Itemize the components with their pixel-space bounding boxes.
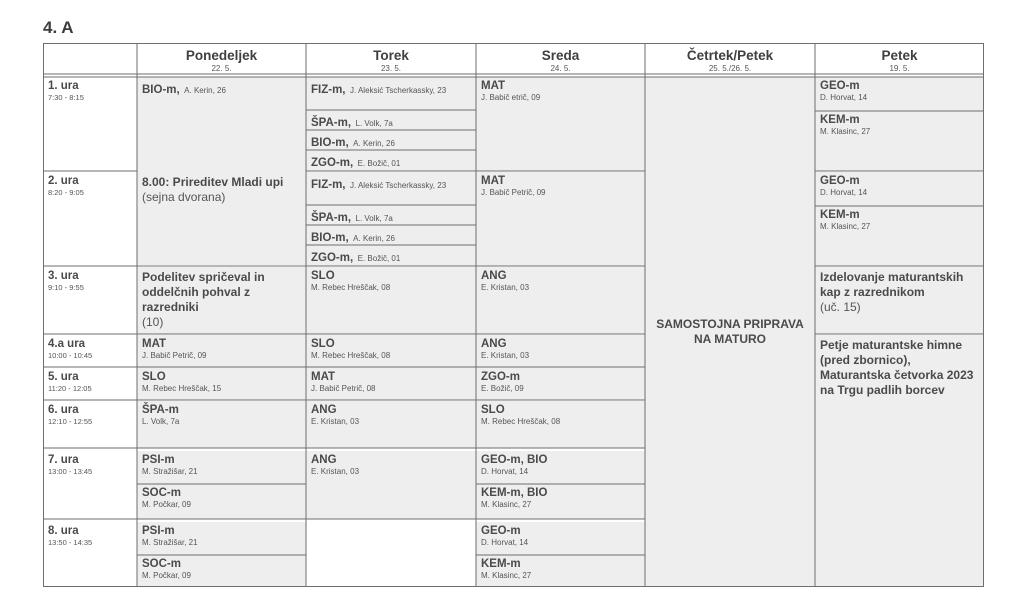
lesson-friday-1b: KEM-m M. Klasinc, 27 bbox=[815, 111, 984, 171]
day-date: 24. 5. bbox=[550, 64, 571, 73]
lesson-monday-6: ŠPA-m L. Volk, 7a bbox=[137, 401, 306, 448]
day-date: 25. 5./26. 5. bbox=[708, 64, 752, 73]
lesson-tuesday-1b: ŠPA-m, L. Volk, 7a bbox=[306, 110, 476, 130]
lesson-tuesday-3: SLO M. Rebec Hreščak, 08 bbox=[306, 267, 476, 334]
day-date: 23. 5. bbox=[380, 64, 401, 73]
lesson-wednesday-6: SLO M. Rebec Hreščak, 08 bbox=[476, 401, 645, 448]
lesson-wednesday-4: ANG E. Kristan, 03 bbox=[476, 335, 645, 368]
lesson-monday-4: MAT J. Babič Petrič, 09 bbox=[137, 335, 306, 368]
day-date: 19. 5. bbox=[889, 64, 910, 73]
lesson-wednesday-5: ZGO-m E. Božič, 09 bbox=[476, 368, 645, 400]
lesson-monday-7b: SOC-m M. Počkar, 09 bbox=[137, 484, 306, 519]
lesson-tuesday-5: MAT J. Babič Petrič, 08 bbox=[306, 368, 476, 400]
day-header-wednesday bbox=[476, 43, 645, 74]
lesson-tuesday-7: ANG E. Kristan, 03 bbox=[306, 451, 476, 519]
lesson-monday-8a: PSI-m M. Stražišar, 21 bbox=[137, 522, 306, 555]
event-monday-3: Podelitev spričeval in oddelčnih pohval z razredniki (10) bbox=[137, 267, 306, 334]
lesson-tuesday-2a: FIZ-m, J. Aleksić Tscherkassky, 23 bbox=[306, 172, 476, 205]
lesson-tuesday-1a: FIZ-m, J. Aleksić Tscherkassky, 23 bbox=[306, 77, 476, 110]
timetable bbox=[43, 43, 984, 587]
day-header-tuesday bbox=[306, 43, 476, 74]
lesson-friday-1a: GEO-m D. Horvat, 14 bbox=[815, 77, 984, 111]
lesson-friday-2b: KEM-m M. Klasinc, 27 bbox=[815, 206, 984, 266]
day-name: Ponedeljek bbox=[185, 48, 258, 63]
hour-label: 1. ura 7:30 - 8:15 bbox=[48, 80, 84, 102]
lesson-tuesday-2b: ŠPA-m, L. Volk, 7a bbox=[306, 205, 476, 225]
lesson-monday-7a: PSI-m M. Stražišar, 21 bbox=[137, 451, 306, 484]
day-name: Sreda bbox=[541, 48, 580, 63]
hour-label: 2. ura 8:20 - 9:05 bbox=[48, 175, 84, 197]
lesson-friday-2a: GEO-m D. Horvat, 14 bbox=[815, 172, 984, 206]
lesson-tuesday-1c: BIO-m, A. Kerin, 26 bbox=[306, 130, 476, 150]
day-header-friday bbox=[815, 43, 984, 74]
day-name: Četrtek/Petek bbox=[686, 48, 774, 63]
lesson-wednesday-1: MAT J. Babič etrič, 09 bbox=[476, 77, 645, 171]
lesson-tuesday-4: SLO M. Rebec Hreščak, 08 bbox=[306, 335, 476, 368]
lesson-monday-5: SLO M. Rebec Hreščak, 15 bbox=[137, 368, 306, 400]
day-header-monday bbox=[137, 43, 306, 74]
lesson-wednesday-8a: GEO-m D. Horvat, 14 bbox=[476, 522, 645, 555]
event-monday-2: 8.00: Prireditev Mladi upi (sejna dvorana) bbox=[137, 172, 306, 265]
hour-label: 6. ura 12:10 - 12:55 bbox=[48, 404, 93, 426]
lesson-wednesday-8b: KEM-m M. Klasinc, 27 bbox=[476, 555, 645, 587]
lesson-tuesday-6: ANG E. Kristan, 03 bbox=[306, 401, 476, 448]
lesson-monday-8b: SOC-m M. Počkar, 09 bbox=[137, 555, 306, 587]
hour-label: 3. ura 9:10 - 9:55 bbox=[48, 270, 84, 292]
day-name: Torek bbox=[373, 48, 409, 63]
hour-label: 4.a ura 10:00 - 10:45 bbox=[48, 338, 93, 360]
hour-label: 8. ura 13:50 - 14:35 bbox=[48, 525, 93, 547]
day-header-thursday-friday bbox=[645, 43, 815, 74]
lesson-tuesday-2d: ZGO-m, E. Božič, 01 bbox=[306, 245, 476, 266]
lesson-tuesday-1d: ZGO-m, E. Božič, 01 bbox=[306, 150, 476, 171]
event-friday-3: Izdelovanje maturantskih kap z razrednikom (uč. 15) bbox=[815, 267, 984, 334]
hour-label: 5. ura 11:20 - 12:05 bbox=[48, 371, 92, 393]
hour-label: 7. ura 13:00 - 13:45 bbox=[48, 454, 93, 476]
lesson-wednesday-7b: KEM-m, BIO M. Klasinc, 27 bbox=[476, 484, 645, 519]
lesson-monday-1: BIO-m, A. Kerin, 26 bbox=[137, 77, 306, 265]
class-title: 4. A bbox=[43, 18, 74, 37]
self-study-block bbox=[645, 77, 815, 587]
lesson-wednesday-7a: GEO-m, BIO D. Horvat, 14 bbox=[476, 451, 645, 484]
self-study-text: SAMOSTOJNA PRIPRAVA NA MATURO bbox=[656, 317, 804, 346]
event-friday-4: Petje maturantske himne (pred zbornico), Maturantska četvorka 2023 na Trgu padlih borcev bbox=[815, 335, 984, 587]
lesson-wednesday-3: ANG E. Kristan, 03 bbox=[476, 267, 645, 334]
day-name: Petek bbox=[881, 48, 918, 63]
lesson-wednesday-2: MAT J. Babič Petrič, 09 bbox=[476, 172, 645, 266]
day-date: 22. 5. bbox=[211, 64, 232, 73]
lesson-tuesday-2c: BIO-m, A. Kerin, 26 bbox=[306, 225, 476, 245]
